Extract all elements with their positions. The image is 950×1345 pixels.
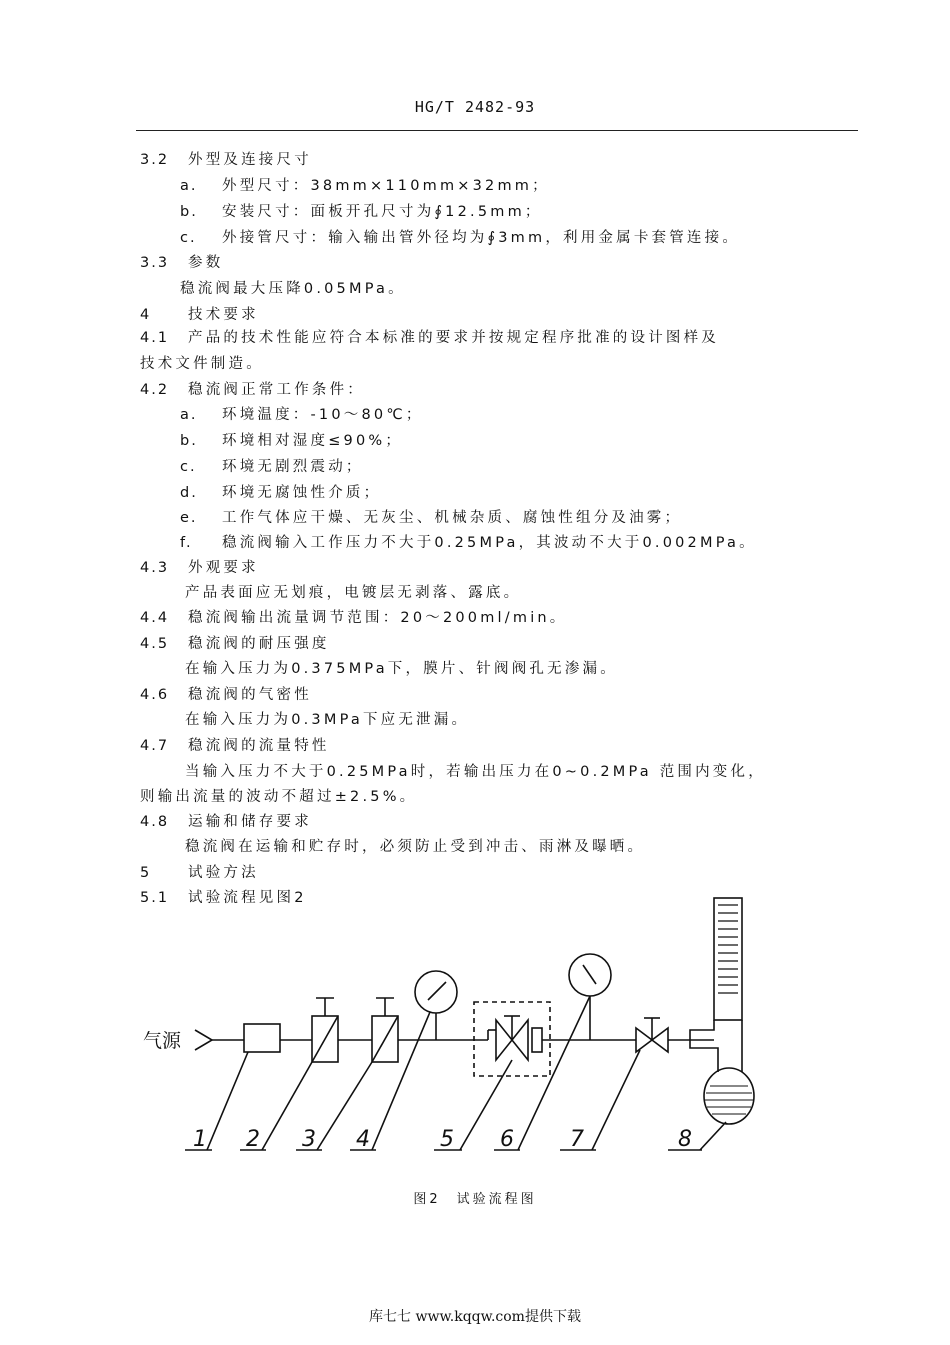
item-text: 环境无腐蚀性介质；: [222, 485, 382, 501]
section-title: 稳流阀的耐压强度: [188, 636, 330, 652]
section-4-5: [140, 634, 330, 654]
callout-label-5: 5: [440, 1127, 454, 1152]
paragraph-continuation: 则输出流量的波动不超过±2.5%。: [140, 789, 418, 805]
section-title: 稳流阀的流量特性: [188, 738, 330, 754]
section-3-2: [140, 150, 312, 170]
section-number: 4.4: [140, 610, 170, 626]
stabilizer-valve-symbol: [512, 1020, 528, 1060]
section-title: 稳流阀正常工作条件：: [188, 382, 365, 398]
list-item: [180, 176, 550, 196]
test-flow-diagram: [0, 895, 950, 1185]
section-text: 产品的技术性能应符合本标准的要求并按规定程序批准的设计图样及: [188, 330, 719, 346]
section-title: 参数: [188, 255, 224, 271]
item-label: a.: [180, 178, 198, 194]
section-4-6: [140, 685, 312, 705]
item-label: c.: [180, 459, 197, 475]
section-number: 5.1: [140, 890, 170, 906]
callout-label-1: 1: [193, 1127, 207, 1152]
item-label: b.: [180, 433, 198, 449]
paragraph-continuation: 技术文件制造。: [140, 356, 264, 372]
list-item: [180, 405, 424, 425]
section-4-4: [140, 608, 568, 628]
section-number: 3.3: [140, 255, 170, 271]
flow-tube-scale: [718, 905, 738, 993]
section-4-7: [140, 736, 330, 756]
component-1-box: [244, 1024, 280, 1052]
section-number: 4.6: [140, 687, 170, 703]
footer-watermark: 库七七 www.kqqw.com提供下载: [369, 1309, 581, 1325]
bubble-bulb-hatching: [705, 1086, 753, 1114]
callout-label-4: 4: [356, 1127, 370, 1152]
leader-line-7: [592, 1050, 640, 1150]
section-title: 外观要求: [188, 560, 259, 576]
item-label: d.: [180, 485, 198, 501]
item-label: e.: [180, 510, 198, 526]
section-number: 4.3: [140, 560, 170, 576]
section-title: 外型及连接尺寸: [188, 152, 312, 168]
header-rule: [136, 130, 858, 131]
item-label: a.: [180, 407, 198, 423]
callout-label-7: 7: [570, 1127, 584, 1152]
section-number: 4.1: [140, 330, 170, 346]
section-5: [140, 863, 259, 883]
leader-line-4: [372, 1012, 430, 1150]
section-4-1: [140, 328, 719, 348]
section-text: 稳流阀输出流量调节范围：20～200ml/min。: [188, 610, 568, 626]
list-item: [180, 431, 403, 451]
section-title: 试验方法: [188, 865, 259, 881]
section-4-2: [140, 380, 365, 400]
item-label: c.: [180, 230, 197, 246]
stabilizer-valve-symbol: [496, 1020, 512, 1060]
figure-caption: 图2 试验流程图: [413, 1192, 537, 1207]
section-title: 技术要求: [188, 307, 259, 323]
needle-valve-7-symbol: [652, 1028, 668, 1052]
gas-source-arrow: [195, 1030, 212, 1050]
item-text: 稳流阀输入工作压力不大于0.25MPa，其波动不大于0.002MPa。: [222, 535, 757, 551]
callout-label-2: 2: [246, 1127, 260, 1152]
section-number: 4.2: [140, 382, 170, 398]
item-text: 外型尺寸：38mm×110mm×32mm；: [222, 178, 550, 194]
section-number: 4.7: [140, 738, 170, 754]
gauge-6-needle: [583, 965, 596, 984]
section-3-3: [140, 253, 223, 273]
component-2-diagonal: [312, 1016, 338, 1062]
bubble-bulb-8: [704, 1068, 754, 1124]
item-text: 环境相对湿度≤90%；: [222, 433, 404, 449]
list-item: [180, 457, 364, 477]
callout-label-6: 6: [500, 1127, 514, 1152]
item-text: 工作气体应干燥、无灰尘、机械杂质、腐蚀性组分及油雾；: [222, 510, 683, 526]
flow-tube-8-neck: [690, 1020, 742, 1072]
paragraph: 在输入压力为0.3MPa下应无泄漏。: [185, 712, 470, 728]
callout-label-3: 3: [302, 1127, 316, 1152]
gauge-4-needle: [428, 982, 446, 1000]
paragraph: 当输入压力不大于0.25MPa时，若输出压力在0~0.2MPa 范围内变化，: [185, 764, 766, 780]
item-text: 环境无剧烈震动；: [222, 459, 364, 475]
section-4-8: [140, 812, 312, 832]
flow-tube-8: [714, 898, 742, 1020]
section-number: 5: [140, 865, 152, 881]
list-item: [180, 228, 740, 248]
section-title: 运输和储存要求: [188, 814, 312, 830]
list-item: [180, 483, 381, 503]
paragraph: 在输入压力为0.375MPa下，膜片、针阀阀孔无渗漏。: [185, 661, 618, 677]
section-number: 3.2: [140, 152, 170, 168]
item-text: 环境温度：-10～80℃；: [222, 407, 424, 423]
list-item: [180, 533, 757, 553]
leader-line-1: [207, 1052, 248, 1150]
needle-valve-7-symbol: [636, 1028, 652, 1052]
section-number: 4: [140, 307, 152, 323]
gas-source-label: 气源: [143, 1030, 182, 1052]
leader-line-8: [700, 1122, 726, 1150]
item-text: 安装尺寸：面板开孔尺寸为∮12.5mm；: [222, 204, 543, 220]
section-4-3: [140, 558, 259, 578]
paragraph: 稳流阀在运输和贮存时，必须防止受到冲击、雨淋及曝晒。: [185, 839, 646, 855]
list-item: [180, 202, 543, 222]
paragraph: 稳流阀最大压降0.05MPa。: [180, 281, 406, 297]
component-3-diagonal: [372, 1016, 398, 1062]
list-item: [180, 508, 682, 528]
item-text: 外接管尺寸：输入输出管外径均为∮3mm，利用金属卡套管连接。: [222, 230, 741, 246]
stabilizer-valve-orifice: [532, 1028, 542, 1052]
section-number: 4.5: [140, 636, 170, 652]
paragraph: 产品表面应无划痕，电镀层无剥落、露底。: [185, 585, 522, 601]
item-label: f.: [180, 535, 193, 551]
section-text: 试验流程见图2: [188, 890, 307, 906]
section-title: 稳流阀的气密性: [188, 687, 312, 703]
callout-label-8: 8: [678, 1127, 692, 1152]
document-code-header: HG/T 2482-93: [414, 98, 536, 116]
section-number: 4.8: [140, 814, 170, 830]
item-label: b.: [180, 204, 198, 220]
section-4: [140, 305, 259, 325]
